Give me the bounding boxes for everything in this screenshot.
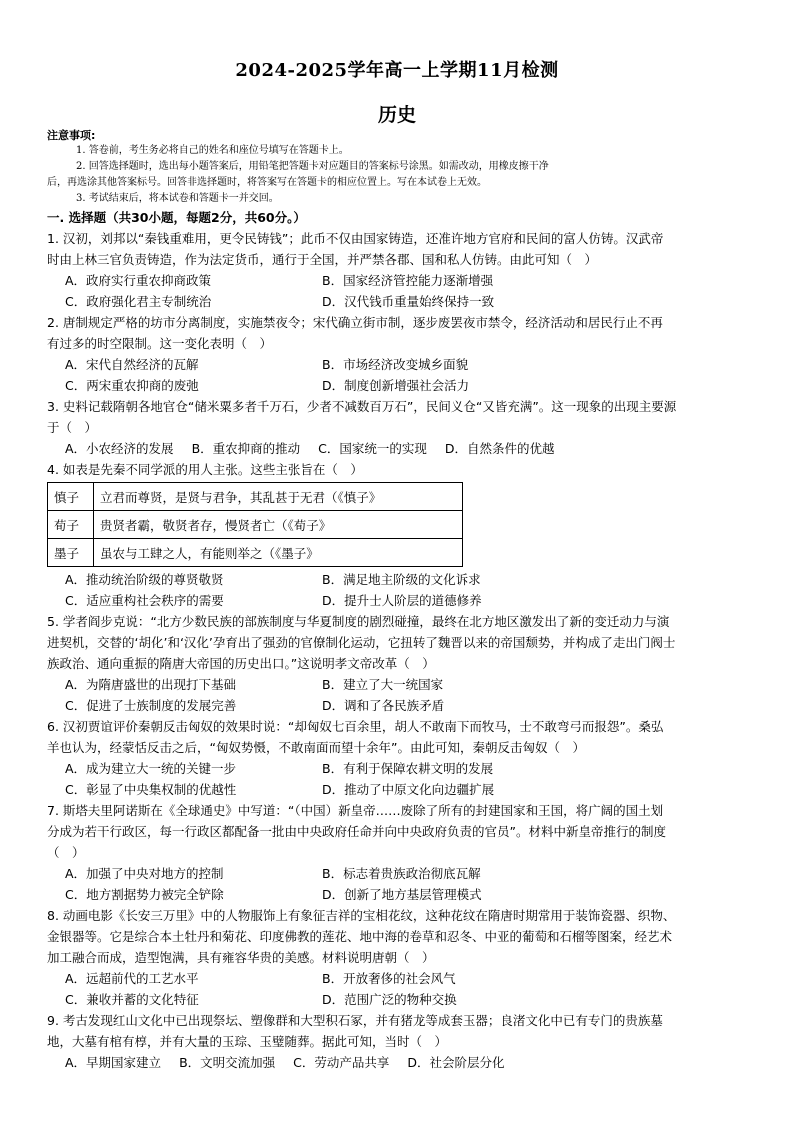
option-c: C．政府强化君主专制统治 (65, 294, 212, 309)
option-a: A．宋代自然经济的瓦解 (65, 357, 199, 372)
notice-item: 1. 答卷前，考生务必将自己的姓名和座位号填写在答题卡上。 (76, 145, 349, 156)
options-7 (47, 863, 752, 905)
option-c: C．促进了士族制度的发展完善 (65, 698, 237, 713)
option-d: D．范围广泛的物种交换 (322, 992, 457, 1007)
question-stem: 9. 考古发现红山文化中已出现祭坛、塑像群和大型积石冢，并有猪龙等成套玉器；良渚文化中已有专门的贵族墓 (47, 1013, 663, 1028)
table-cell: 虽农与工肆之人，有能则举之（《墨子》 (94, 539, 463, 567)
exam-subject: 历史 (377, 104, 416, 126)
table-row (48, 539, 463, 567)
options-9 (47, 1052, 752, 1073)
option-b: B．有利于保障农耕文明的发展 (322, 761, 494, 776)
option-b: B．文明交流加强 (179, 1055, 276, 1070)
option-a: A．成为建立大一统的关键一步 (65, 761, 237, 776)
option-b: B．重农抑商的推动 (191, 441, 301, 456)
option-a: A．为隋唐盛世的出现打下基础 (65, 677, 237, 692)
notice-block (47, 143, 752, 207)
option-b: B．满足地主阶级的文化诉求 (322, 572, 481, 587)
option-c: C．国家统一的实现 (318, 441, 427, 456)
option-d: D．自然条件的优越 (444, 441, 555, 456)
option-d: D．制度创新增强社会活力 (322, 378, 470, 393)
question-stem: 金银器等。它是综合本土牡丹和菊花、印度佛教的莲花、地中海的卷草和忍冬、中亚的葡萄和石榴等图案，经艺术 (47, 929, 673, 944)
option-d: D．推动了中原文化向边疆扩展 (322, 782, 495, 797)
option-d: D．社会阶层分化 (407, 1055, 505, 1070)
options-4 (47, 569, 752, 611)
option-a: A．小农经济的发展 (65, 441, 174, 456)
exam-title: 2024-2025学年高一上学期11月检测 (235, 60, 559, 81)
question-stem: 进契机，交替的‘胡化’和‘汉化’孕育出了强劲的官僚制化运动，它扭转了魏晋以来的帝国颓势，并构成了走出门阀士 (47, 635, 676, 650)
option-b: B．建立了大一统国家 (322, 677, 444, 692)
question-stem: 族政治、通向重振的隋唐大帝国的历史出口。”这说明孝文帝改革（ ） (47, 656, 435, 671)
option-c: C．适应重构社会秩序的需要 (65, 593, 224, 608)
option-a: A．加强了中央对地方的控制 (65, 866, 224, 881)
question-5 (47, 611, 752, 674)
options-6 (47, 758, 752, 800)
table-cell: 贵贤者霸，敬贤者存，慢贤者亡（《荀子》 (94, 511, 463, 539)
option-b: B．市场经济改变城乡面貌 (322, 357, 469, 372)
notice-heading: 注意事项: (47, 129, 96, 142)
table-cell: 墨子 (48, 539, 94, 567)
question-7 (47, 800, 752, 863)
table-row (48, 483, 463, 511)
options-2 (47, 354, 752, 396)
school-table (47, 482, 463, 567)
question-stem: 7. 斯塔夫里阿诺斯在《全球通史》中写道：“（中国）新皇帝……废除了所有的封建国家和王国，将广阔的国土划 (47, 803, 664, 818)
question-stem: 6. 汉初贾谊评价秦朝反击匈奴的效果时说：“却匈奴七百余里，胡人不敢南下而牧马，士不敢弯弓而报怨”。桑弘 (47, 719, 664, 734)
options-1 (47, 270, 752, 312)
options-8 (47, 968, 752, 1010)
option-d: D．提升士人阶层的道德修养 (322, 593, 482, 608)
option-b: B．标志着贵族政治彻底瓦解 (322, 866, 481, 881)
notice-item: 3. 考试结束后，将本试卷和答题卡一并交回。 (76, 193, 279, 204)
question-stem: 羊也认为，经蒙恬反击之后，“匈奴势慑，不敢南面而望十余年”。由此可知，秦朝反击匈奴（ ） (47, 740, 585, 755)
question-stem: 3. 史料记载隋朝各地官仓“储米粟多者千万石，少者不减数百万石”，民间义仓“又皆充满”。这一现象的出现主要源 (47, 399, 677, 414)
table-cell: 慎子 (48, 483, 94, 511)
question-stem: 有过多的时空限制。这一变化表明（ ） (47, 336, 273, 351)
option-b: B．开放奢侈的社会风气 (322, 971, 456, 986)
question-stem: 2. 唐制规定严格的坊市分离制度，实施禁夜令；宋代确立街市制，逐步废罢夜市禁令，经济活动和居民行止不再 (47, 315, 663, 330)
option-a: A．推动统治阶级的尊贤敬贤 (65, 572, 224, 587)
question-2 (47, 312, 752, 354)
options-5 (47, 674, 752, 716)
option-c: C．地方割据势力被完全铲除 (65, 887, 224, 902)
option-c: C．劳动产品共享 (293, 1055, 390, 1070)
question-1 (47, 228, 752, 270)
exam-content (47, 128, 752, 1073)
option-d: D．调和了各民族矛盾 (322, 698, 445, 713)
option-d: D．汉代钱币重量始终保持一致 (322, 294, 495, 309)
question-3 (47, 396, 752, 438)
table-cell: 荀子 (48, 511, 94, 539)
option-c: C．两宋重农抑商的废弛 (65, 378, 199, 393)
section-heading: 一. 选择题（共30小题，每题2分，共60分。） (47, 210, 306, 225)
option-b: B．国家经济管控能力逐渐增强 (322, 273, 494, 288)
question-stem: 加工融合而成，造型饱满，具有雍容华贵的美感。材料说明唐朝（ ） (47, 950, 435, 965)
question-6 (47, 716, 752, 758)
question-9 (47, 1010, 752, 1052)
question-stem: 4. 如表是先秦不同学派的用人主张。这些主张旨在（ ） (47, 462, 363, 477)
question-stem: 5. 学者阎步克说：“北方少数民族的部族制度与华夏制度的剧烈碰撞，最终在北方地区激发出了新的变迁动力与演 (47, 614, 670, 629)
option-a: A．早期国家建立 (65, 1055, 162, 1070)
question-stem: 地，大墓有棺有椁，并有大量的玉琮、玉璧随葬。据此可知，当时（ ） (47, 1034, 448, 1049)
question-stem: （ ） (47, 845, 85, 860)
question-stem: 于（ ） (47, 420, 98, 435)
option-c: C．彰显了中央集权制的优越性 (65, 782, 237, 797)
option-a: A．远超前代的工艺水平 (65, 971, 199, 986)
option-d: D．创新了地方基层管理模式 (322, 887, 482, 902)
option-a: A．政府实行重农抑商政策 (65, 273, 212, 288)
question-stem: 8. 动画电影《长安三万里》中的人物服饰上有象征吉祥的宝相花纹，这种花纹在隋唐时期常用于装饰瓷器、织物、 (47, 908, 676, 923)
notice-item: 后，再选涂其他答案标号。回答非选择题时，将答案写在答题卡的相应位置上。写在本试卷上无效。 (47, 177, 487, 188)
table-cell: 立君而尊贤，是贤与君争，其乱甚于无君（《慎子》 (94, 483, 463, 511)
question-stem: 时由上林三官负责铸造，作为法定货币，通行于全国，并严禁各郡、国和私人仿铸。由此可知（ ） (47, 252, 598, 267)
option-c: C．兼收并蓄的文化特征 (65, 992, 199, 1007)
question-4 (47, 459, 752, 480)
question-stem: 分成为若干行政区，每一行政区都配备一批由中央政府任命并向中央政府负责的官员”。材料中新皇帝推行的制度 (47, 824, 666, 839)
question-stem: 1. 汉初，刘邦以“秦钱重难用，更令民铸钱”；此币不仅由国家铸造，还准许地方官府和民间的富人仿铸。汉武帝 (47, 231, 664, 246)
question-8 (47, 905, 752, 968)
notice-item: 2. 回答选择题时，选出每小题答案后，用铅笔把答题卡对应题目的答案标号涂黑。如需改动，用橡皮擦干净 (76, 161, 549, 172)
table-row (48, 511, 463, 539)
options-3 (47, 438, 752, 459)
